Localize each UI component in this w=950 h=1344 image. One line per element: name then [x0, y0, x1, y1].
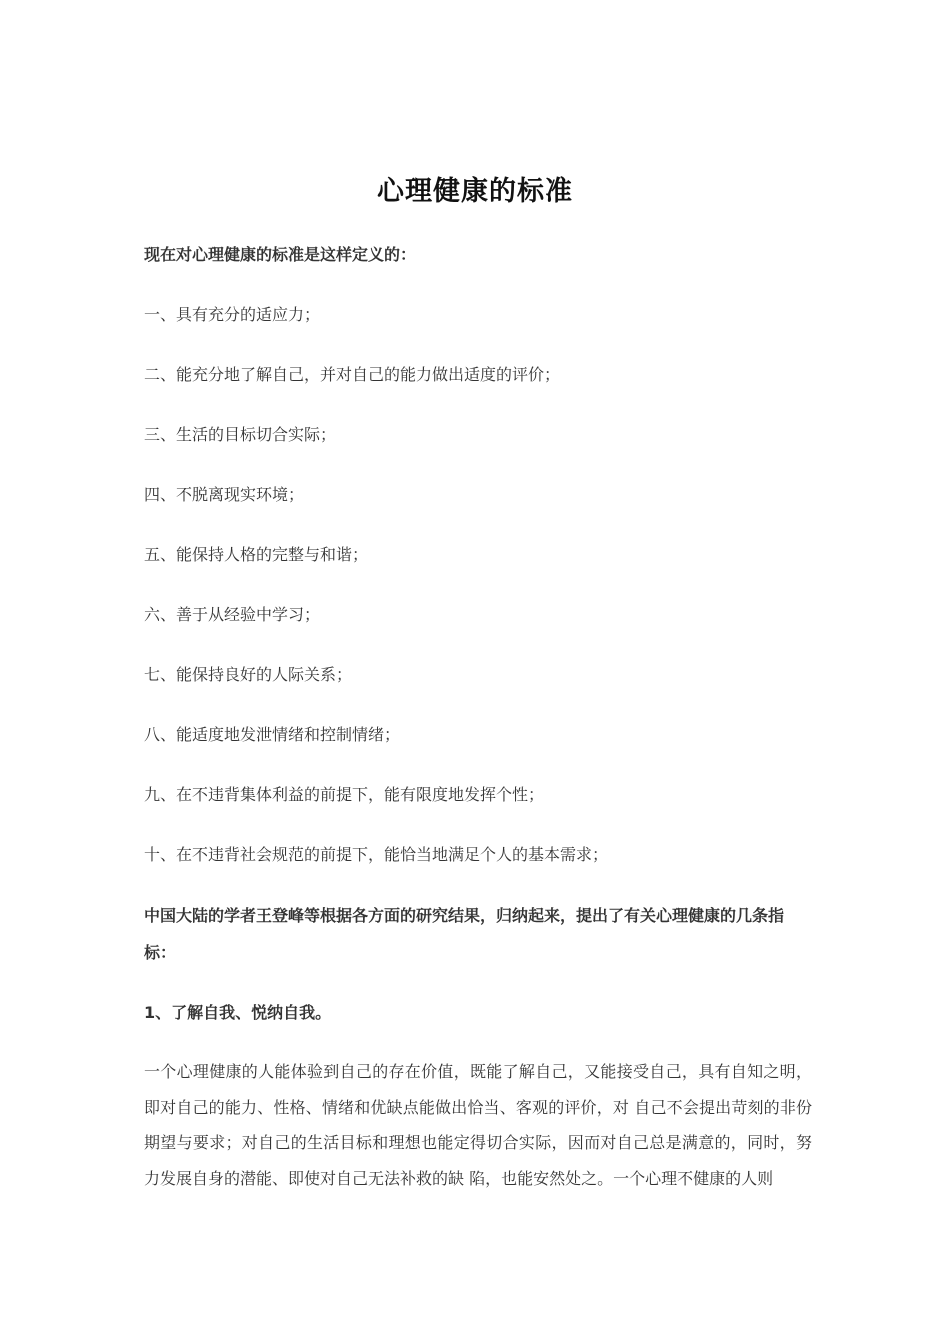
- criteria-item: 一、具有充分的适应力；: [144, 305, 321, 324]
- criteria-list: [144, 297, 812, 873]
- criteria-item: 十、在不违背社会规范的前提下，能恰当地满足个人的基本需求；: [144, 845, 609, 864]
- intro-text: 现在对心理健康的标准是这样定义的：: [144, 245, 417, 264]
- section-heading: 1、了解自我、悦纳自我。: [144, 1003, 332, 1022]
- criteria-item: 六、善于从经验中学习；: [144, 605, 321, 624]
- criteria-item: 二、能充分地了解自己，并对自己的能力做出适度的评价；: [144, 365, 561, 384]
- criteria-item: 八、能适度地发泄情绪和控制情绪；: [144, 725, 401, 744]
- section-body: 一个心理健康的人能体验到自己的存在价值，既能了解自己，又能接受自己，具有自知之明，即对自己的能力、性格、情绪和优缺点能做出恰当、客观的评价，对 自己不会提出苛刻的非份期望与要求；对自己的生活目标和理想也能定得切合实际，因而对自己总是满意的，同时，努力发展自身的潜能、即使对自己无法补救的缺 陷，也能安然处之。一个心理不健康的人则: [144, 1062, 812, 1188]
- researcher-paragraph: 中国大陆的学者王登峰等根据各方面的研究结果，归纳起来，提出了有关心理健康的几条指标：: [144, 906, 785, 962]
- criteria-item: 三、生活的目标切合实际；: [144, 425, 337, 444]
- criteria-item: 七、能保持良好的人际关系；: [144, 665, 353, 684]
- document-body: [144, 237, 812, 1196]
- criteria-item: 四、不脱离现实环境；: [144, 485, 305, 504]
- criteria-item: 九、在不违背集体利益的前提下，能有限度地发挥个性；: [144, 785, 545, 804]
- document-title: 心理健康的标准: [377, 176, 573, 208]
- criteria-item: 五、能保持人格的完整与和谐；: [144, 545, 369, 564]
